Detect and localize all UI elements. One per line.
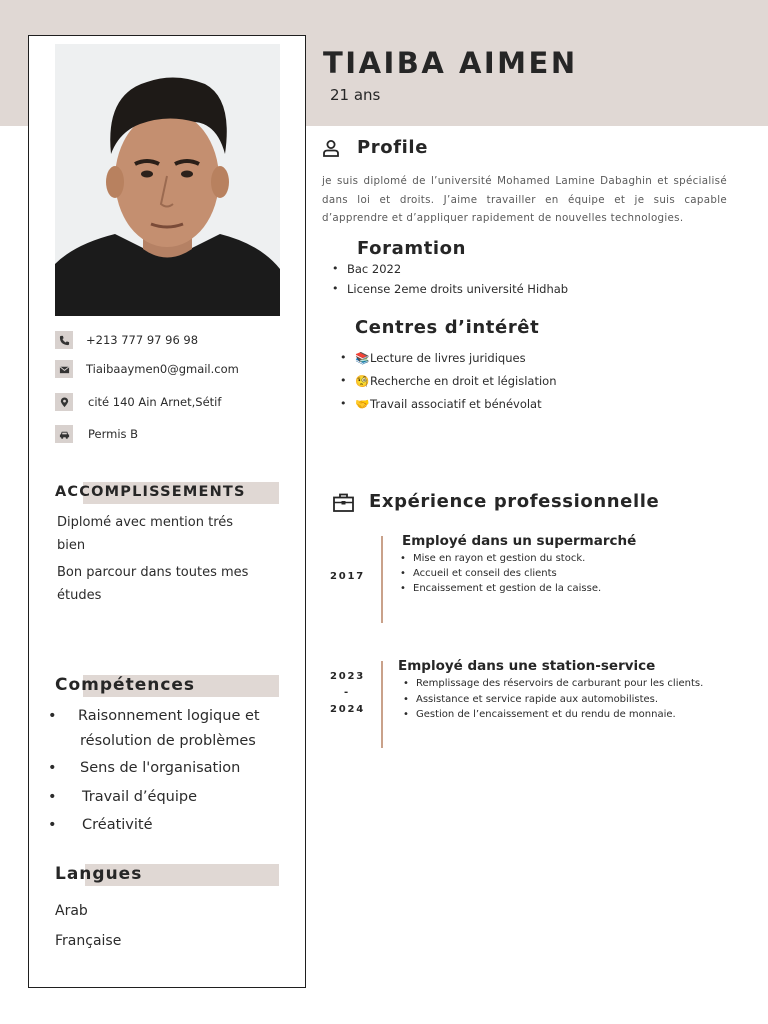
job-task-text: Assistance et service rapide aux automobilistes.	[416, 694, 659, 705]
bullet: •	[340, 351, 347, 364]
interest-text: Travail associatif et bénévolat	[370, 397, 542, 411]
envelope-icon	[55, 360, 73, 378]
experience-heading: Expérience professionnelle	[369, 491, 660, 512]
interests-heading: Centres d’intérêt	[355, 317, 540, 338]
language-item: Française	[55, 933, 122, 949]
formation-text: License 2eme droits université Hidhab	[347, 282, 569, 296]
full-name: TIAIBA AIMEN	[323, 46, 578, 80]
contact-phone	[55, 331, 198, 349]
email-text: Tiaibaaymen0@gmail.com	[86, 362, 239, 376]
skill-line: Raisonnement logique et	[78, 708, 260, 724]
books-icon: 📚	[355, 351, 370, 365]
language-item: Arab	[55, 903, 88, 919]
formation-heading: Foramtion	[357, 238, 467, 259]
bullet: •	[48, 817, 57, 833]
achievements-heading-text: ACCOMPLISSEMENTS	[55, 484, 246, 500]
job-task-text: Gestion de l’encaissement et du rendu de monnaie.	[416, 709, 676, 720]
contact-address	[55, 393, 221, 411]
job-year: 2024	[330, 704, 366, 715]
profile-photo	[55, 44, 280, 316]
skills-heading	[55, 675, 279, 697]
languages-heading-text: Langues	[55, 864, 143, 884]
job-task-text: Remplissage des réservoirs de carburant pour les clients.	[416, 678, 704, 689]
skill-line: Créativité	[82, 817, 153, 833]
bullet: •	[48, 760, 57, 776]
bullet: •	[332, 282, 339, 295]
job-title: Employé dans un supermarché	[402, 533, 637, 549]
bullet: •	[400, 583, 406, 594]
achievement-item	[57, 511, 233, 557]
bullet: •	[48, 708, 57, 724]
interest-text: Recherche en droit et législation	[370, 374, 557, 388]
languages-heading	[55, 864, 279, 886]
bullet: •	[403, 678, 409, 689]
skill-line: résolution de problèmes	[80, 733, 256, 749]
contact-email	[55, 360, 239, 378]
bullet: •	[403, 709, 409, 720]
thinking-face-icon: 🧐	[355, 374, 370, 388]
timeline-line	[381, 536, 383, 623]
achievements-heading	[55, 482, 279, 504]
job-title: Employé dans une station-service	[398, 658, 656, 674]
phone-icon	[55, 331, 73, 349]
achievement-line: études	[57, 588, 102, 603]
bullet: •	[400, 568, 406, 579]
location-pin-icon	[55, 393, 73, 411]
bullet: •	[403, 694, 409, 705]
car-icon	[55, 425, 73, 443]
skill-line: Travail d’équipe	[82, 789, 197, 805]
job-year: 2017	[330, 571, 366, 582]
bullet: •	[340, 374, 347, 387]
handshake-icon: 🤝	[355, 397, 370, 411]
achievement-line: Bon parcour dans toutes mes	[57, 565, 249, 580]
job-year: 2023	[330, 671, 366, 682]
address-text: cité 140 Ain Arnet,Sétif	[88, 395, 222, 409]
person-icon	[322, 139, 340, 157]
bullet: •	[332, 262, 339, 275]
job-task-text: Encaissement et gestion de la caisse.	[413, 583, 602, 594]
contact-license	[55, 425, 138, 443]
timeline-line	[381, 661, 383, 748]
age: 21 ans	[330, 86, 381, 104]
license-text: Permis B	[88, 427, 139, 441]
job-task-text: Mise en rayon et gestion du stock.	[413, 553, 586, 564]
briefcase-icon	[333, 493, 354, 512]
achievement-line: Diplomé avec mention trés	[57, 515, 234, 530]
formation-text: Bac 2022	[347, 262, 402, 276]
bullet: •	[400, 553, 406, 564]
phone-text: +213 777 97 96 98	[86, 333, 199, 347]
profile-heading: Profile	[357, 137, 429, 158]
job-task-text: Accueil et conseil des clients	[413, 568, 557, 579]
interest-text: Lecture de livres juridiques	[370, 351, 526, 365]
bullet: •	[340, 397, 347, 410]
achievement-item	[57, 561, 248, 607]
bullet: •	[48, 789, 57, 805]
achievement-line: bien	[57, 538, 86, 553]
job-year-separator: -	[344, 687, 350, 698]
skill-line: Sens de l'organisation	[80, 760, 241, 776]
skills-heading-text: Compétences	[55, 675, 196, 695]
profile-text: je suis diplomé de l’université Mohamed Lamine Dabaghin et spécialisé dans loi et droits. J’aime travailler en équipe et je suis capable d’apprendre et d’appliquer rapidement de nouvelles technologies.	[322, 175, 727, 224]
